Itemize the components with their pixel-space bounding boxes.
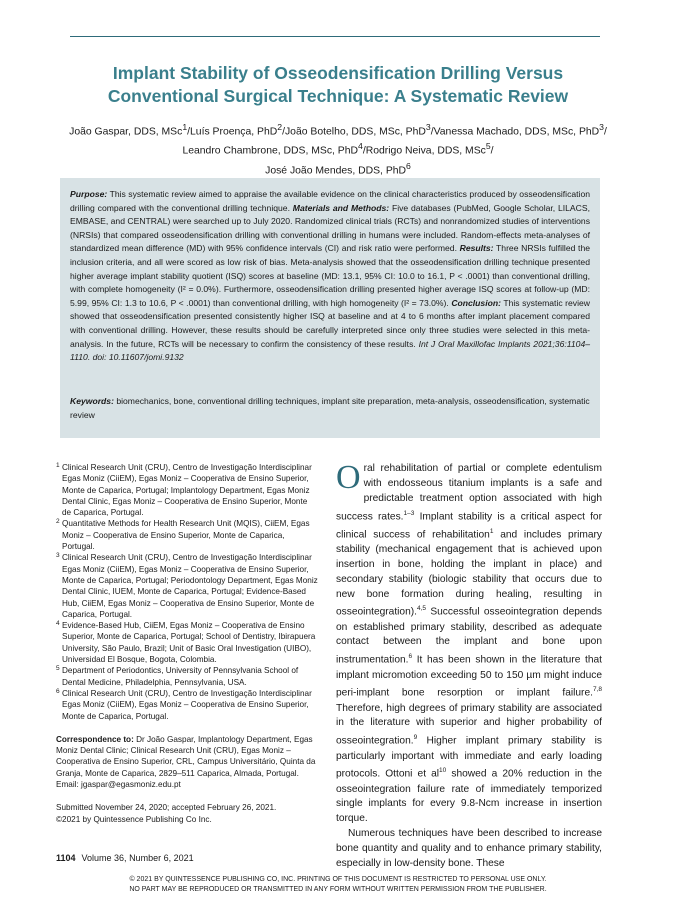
citation: Int J Oral Maxillofac Implants 2021;36:1104–1110. doi: 10.11607/jomi.9132 <box>70 338 591 363</box>
article-title <box>70 62 606 108</box>
body-paragraph: Numerous techniques have been described to increase bone quantity and quality and to enhance primary stability, especially in low-density bone. These <box>336 828 602 869</box>
purpose-label: Purpose: <box>70 189 108 199</box>
author: /João Botelho, DDS, MSc, PhD <box>282 126 426 138</box>
keywords: Keywords: biomechanics, bone, conventional drilling techniques, implant site preparation, meta-analysis, osseodensification, systematic review <box>70 396 590 420</box>
author-list <box>60 120 616 178</box>
affiliation: 5 Department of Periodontics, University of Pennsylvania School of Dental Medicine, Philadelphia, Pennsylvania, USA. <box>56 665 299 687</box>
author: /Luís Proença, PhD <box>187 126 278 138</box>
affiliation: 4 Evidence-Based Hub, CiiEM, Egas Moniz – Cooperativa de Ensino Superior, Monte de Caparica, Portugal; School of Dentistry, Ibirapuera University, São Paulo, Brazil; Unit of Basic Oral Investigation (UIBO), Universidad El Bosque, Bogota, Colombia. <box>56 620 316 665</box>
author-line-1: João Gaspar, DDS, MSc$^1$/Luís Proença, PhD$^2$/João Botelho, DDS, MSc, PhD$^3$/Vanessa Machado, DDS, MSc, PhD$^3$/ <box>69 122 607 138</box>
methods-label: Materials and Methods: <box>292 202 390 213</box>
affiliation: 2 Quantitative Methods for Health Research Unit (MQIS), CiiEM, Egas Moniz – Cooperativa de Ensino Superior, Monte de Caparica, Portugal. <box>56 518 310 552</box>
abstract: Purpose: This systematic review aimed to appraise the available evidence on the clinical characteristics produced by osseodensification drilling compared with the conventional drilling technique. Materials and Methods: Five databases (PubMed, Google Scholar, LILACS, EMBASE, and CENTRAL) were searched up to July 2020. Randomized clinical trials (RCTs) and nonrandomized studies of interventions (NRSIs) that compared osseodensification drilling with conventional drilling in humans were included. Random-effects meta-analyses of standardized mean difference (MD) with 95% confidence intervals (CI) and risk ratio were performed. Results: Three NRSIs fulfilled the inclusion criteria, and all were scored as low risk of bias. Meta-analysis showed that the osseodensification drilling technique presented higher average implant stability quotient (ISQ) scores at baseline (MD: 13.1, 95% CI: 10.0 to 16.1, P < .0001) than conventional drilling, with complete homogeneity (I² = 0.0%). Furthermore, osseodensification drilling presented higher average ISQ scores at follow-up (MD: 5.99, 95% CI: 1.3 to 10.6, P < .0001) than conventional drilling, with high homogeneity (I² = 73.0%). Conclusion: This systematic review showed that osseodensification presented consistently higher ISQ at baseline and at 4 to 6 months after implant placement compared with conventional drilling. However, these results should be carefully interpreted since only three studies were selected in this meta-analysis. In the future, RCTs will be necessary to confirm the consistency of these results. Int J Oral Maxillofac Implants 2021;36:1104–1110. doi: 10.11607/jomi.9132 <box>70 189 591 363</box>
title-line-1: Implant Stability of Osseodensification Drilling Versus <box>112 63 564 83</box>
submission-dates: Submitted November 24, 2020; accepted February 26, 2021. ©2021 by Quintessence Publishing Co Inc. <box>56 802 318 825</box>
correspondence: Correspondence to: Dr João Gaspar, Implantology Department, Egas Moniz Dental Clinic; Clinical Research Unit (CRU), Egas Moniz – Cooperativa de Ensino Superior, CRL, Campus Universitário, Quinta da Granja, Monte de Caparica, 2829–511 Caparica, Almada, Portugal. Email: jgaspar@egasmoniz.edu.pt <box>56 734 316 790</box>
author-line-3: José João Mendes, DDS, PhD$^6$ <box>265 160 411 177</box>
affiliation: 3 Clinical Research Unit (CRU), Centro de Investigação Interdisciplinar Egas Moniz (CiiEM), Egas Moniz – Cooperativa de Ensino Superior, Monte de Caparica, Portugal; Periodontology Department, Egas Moniz Dental Clinic, IUEM, Monte de Caparica, Portugal; Evidence-Based Hub, CiiEM, Egas Moniz – Cooperativa de Ensino Superior, Monte de Caparica, Portugal. <box>56 552 318 619</box>
affiliation: 6 Clinical Research Unit (CRU), Centro de Investigação Interdisciplinar Egas Moniz (CiiEM), Egas Moniz – Cooperativa de Ensino Superior, Monte de Caparica, Portugal. <box>56 687 312 721</box>
results-label: Results: <box>459 243 494 254</box>
conclusion-label: Conclusion: <box>451 297 501 308</box>
affiliation: 1 Clinical Research Unit (CRU), Centro de Investigação Interdisciplinar Egas Moniz (CiiEM), Egas Moniz – Cooperativa de Ensino Superior, Monte de Caparica, Portugal; Implantology Department, Egas Moniz Dental Clinic, Egas Moniz – Cooperativa de Ensino Superior, Monte de Caparica, Portugal. <box>56 462 312 518</box>
front-matter-column <box>56 462 318 825</box>
drop-cap: O <box>336 459 361 496</box>
issue-info: Volume 36, Number 6, 2021 <box>81 853 194 863</box>
page-footer <box>56 853 606 863</box>
page-number: 1104 <box>56 853 76 863</box>
body-column <box>336 459 602 872</box>
top-rule <box>70 36 600 37</box>
affiliations <box>56 462 318 722</box>
title-line-2: Conventional Surgical Technique: A Systematic Review <box>107 86 569 106</box>
copyright-line: ©2021 by Quintessence Publishing Co Inc. <box>56 814 212 824</box>
author: /Vanessa Machado, DDS, MSc, PhD <box>430 126 600 138</box>
copyright-notice: © 2021 BY QUINTESSENCE PUBLISHING CO, INC. PRINTING OF THIS DOCUMENT IS RESTRICTED TO PERSONAL USE ONLY. NO PART MAY BE REPRODUCED OR TRANSMITTED IN ANY FORM WITHOUT WRITTEN PERMISSION FROM THE PUBLISHER. <box>129 876 547 893</box>
keywords-label: Keywords: <box>70 396 114 406</box>
author-line-2: Leandro Chambrone, DDS, MSc, PhD$^4$/Rodrigo Neiva, DDS, MSc$^5$/ <box>182 141 494 157</box>
author: João Gaspar, DDS, MSc <box>69 126 183 138</box>
body-paragraph: Oral rehabilitation of partial or complete edentulism with endosseous titanium implants is a safe and predictable treatment option associated with high success rates.$^{1-3}$ Implant stability is a critical aspect for clinical success of rehabilitation$^1$ and includes primary stability (mechanical engagement that is achieved upon insertion in bone, holding the implant in place) and secondary stability (biologic stability that occurs due to new bone formation during healing, resulting in osseointegration).$^{4,5}$ Successful osseointegration depends on established primary stability, described as adequate contact between the implant and bone upon instrumentation.$^6$ It has been shown in the literature that implant micromotion exceeding 50 to 150 µm might induce peri-implant bone resorption or implant failure.$^{7,8}$ Therefore, high degrees of primary stability are associated in the literature with superior and higher probability of osseointegration.$^9$ Higher implant primary stability is particularly important with immediate and early loading protocols. Ottoni et $al^{10}$ showed a 20% reduction in the osseointegration failure rate of immediately temporized single implants for every 9.8-Ncm increase in insertion torque. <box>336 459 602 825</box>
correspondence-label: Correspondence to: <box>56 734 134 744</box>
author: /Rodrigo Neiva, DDS, MSc <box>362 145 486 157</box>
author: José João Mendes, DDS, PhD <box>265 165 407 177</box>
author: Leandro Chambrone, DDS, MSc, PhD <box>182 145 359 157</box>
